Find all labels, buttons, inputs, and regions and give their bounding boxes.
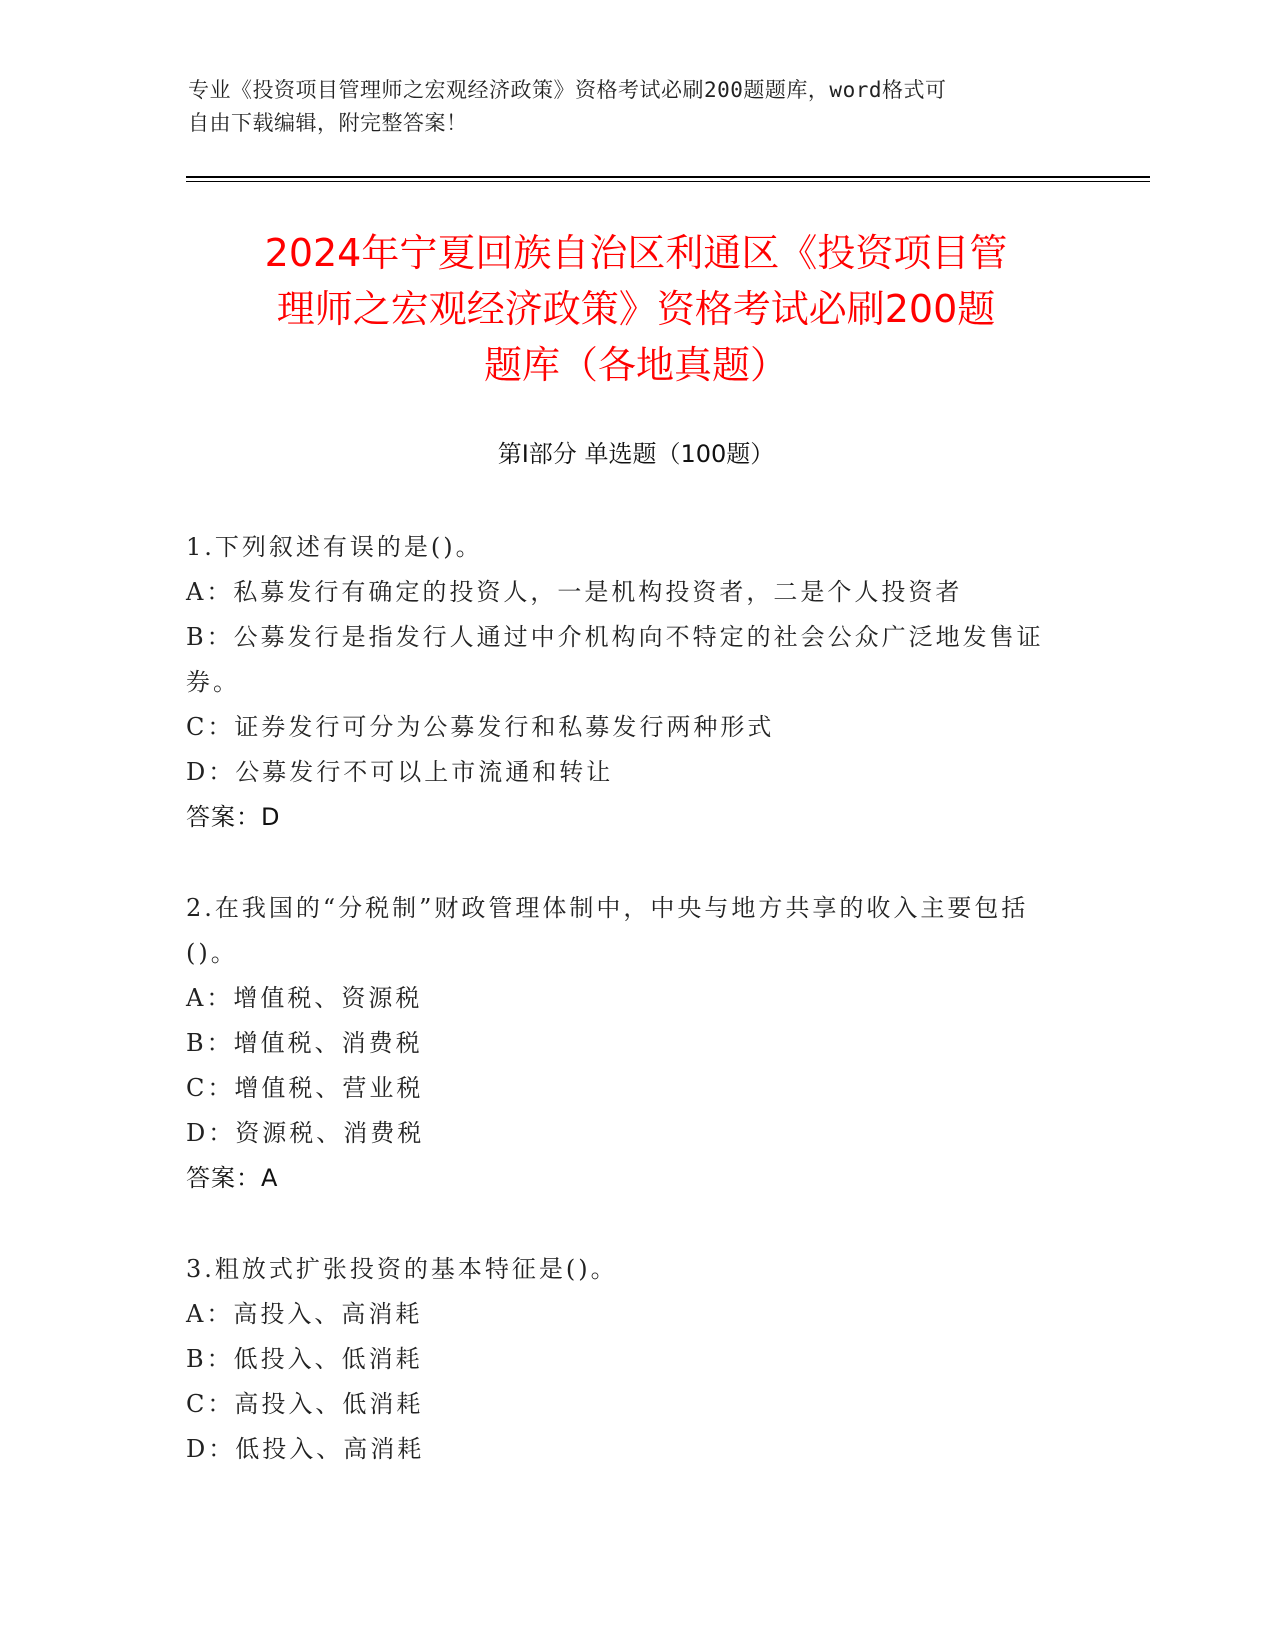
question-2 bbox=[186, 886, 1066, 1201]
option-c: C：高投入、低消耗 bbox=[186, 1390, 424, 1418]
question-3 bbox=[186, 1247, 1066, 1472]
answer: 答案：A bbox=[186, 1164, 279, 1192]
option-d: D：资源税、消费税 bbox=[186, 1119, 425, 1147]
question-stem: 2.在我国的“分税制”财政管理体制中，中央与地方共享的收入主要包括()。 bbox=[186, 894, 1029, 967]
option-a: A：增值税、资源税 bbox=[186, 984, 423, 1012]
option-c: C：证券发行可分为公募发行和私募发行两种形式 bbox=[186, 713, 775, 741]
option-d: D：低投入、高消耗 bbox=[186, 1435, 425, 1463]
section-title: 第Ⅰ部分 单选题（100题） bbox=[497, 440, 775, 468]
question-list bbox=[186, 525, 1066, 1518]
header-note-line-1: 专业《投资项目管理师之宏观经济政策》资格考试必刷200题题库，word格式可 bbox=[188, 78, 947, 102]
option-b: B：公募发行是指发行人通过中介机构向不特定的社会公众广泛地发售证券。 bbox=[186, 623, 1044, 696]
header-note bbox=[188, 74, 1088, 140]
header-note-line-2: 自由下载编辑，附完整答案！ bbox=[188, 111, 468, 135]
answer: 答案：D bbox=[186, 803, 281, 831]
option-c: C：增值税、营业税 bbox=[186, 1074, 424, 1102]
option-b: B：增值税、消费税 bbox=[186, 1029, 423, 1057]
option-a: A：私募发行有确定的投资人，一是机构投资者，二是个人投资者 bbox=[186, 578, 963, 606]
option-a: A：高投入、高消耗 bbox=[186, 1300, 423, 1328]
question-stem: 3.粗放式扩张投资的基本特征是()。 bbox=[186, 1255, 618, 1283]
document-title-line-1: 2024年宁夏回族自治区利通区《投资项目管 bbox=[264, 231, 1008, 275]
header-divider-thick bbox=[186, 176, 1150, 178]
document-title-line-2: 理师之宏观经济政策》资格考试必刷200题 bbox=[276, 287, 996, 331]
document-title-line-3: 题库（各地真题） bbox=[483, 343, 788, 387]
header-divider-thin bbox=[186, 181, 1150, 182]
document-title bbox=[186, 225, 1086, 393]
option-b: B：低投入、低消耗 bbox=[186, 1345, 423, 1373]
question-1 bbox=[186, 525, 1066, 840]
option-d: D：公募发行不可以上市流通和转让 bbox=[186, 758, 614, 786]
question-stem: 1.下列叙述有误的是()。 bbox=[186, 533, 483, 561]
